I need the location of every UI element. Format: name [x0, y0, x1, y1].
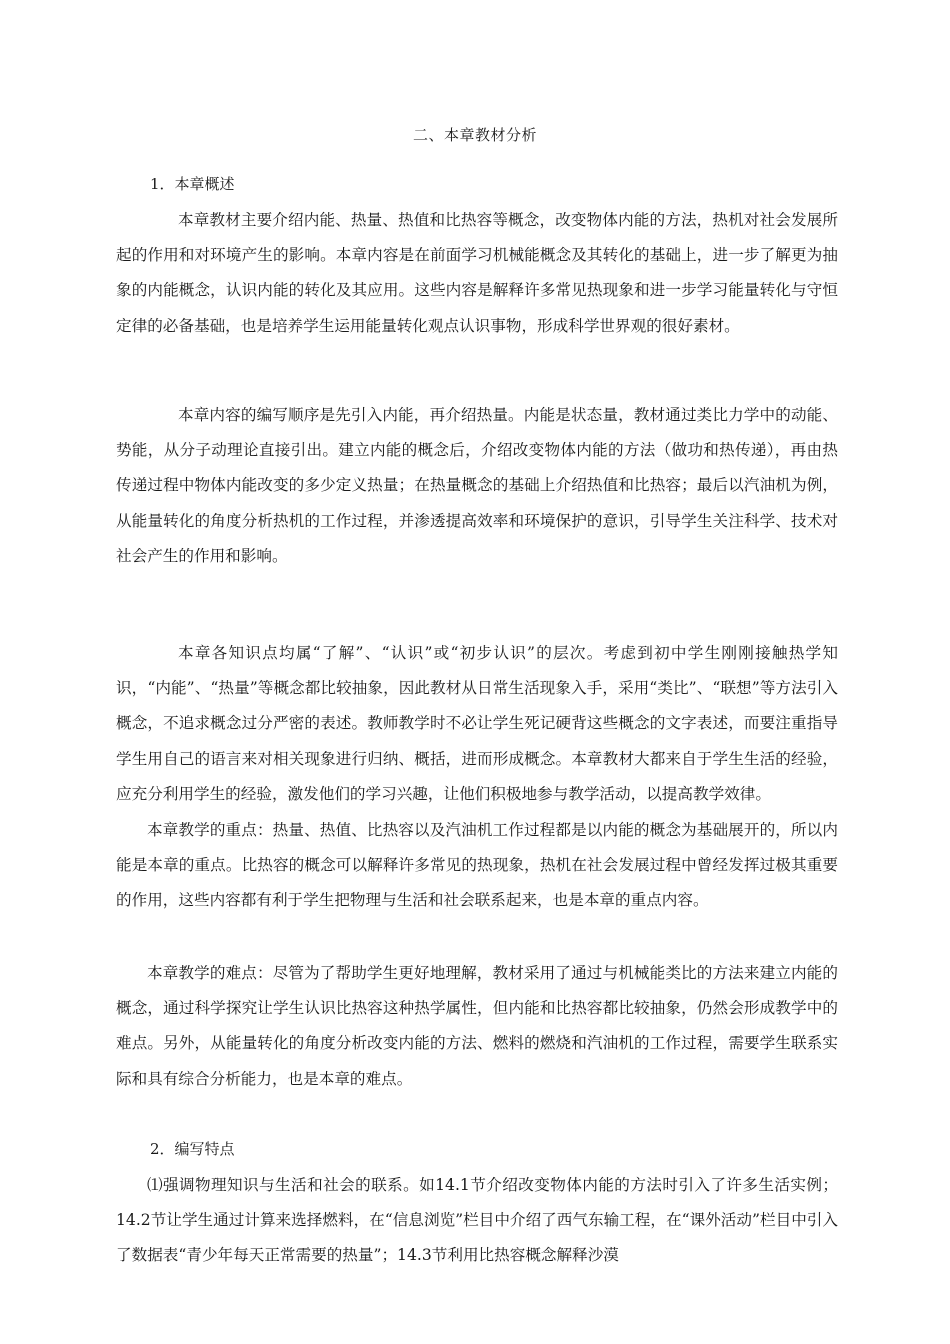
- section-heading-overview: 1．本章概述: [150, 175, 235, 193]
- key-points-paragraph: 本章教学的重点：热量、热值、比热容以及汽油机工作过程都是以内能的概念为基础展开的，所以内能是本章的重点。比热容的概念可以解释许多常见的热现象，热机在社会发展过程中曾经发挥过极其重要的作用，这些内容都有利于学生把物理与生活和社会联系起来，也是本章的重点内容。: [116, 821, 838, 910]
- difficulties-paragraph: 本章教学的难点：尽管为了帮助学生更好地理解，教材采用了通过与机械能类比的方法来建立内能的概念，通过科学探究让学生认识比热容这种热学属性，但内能和比热容都比较抽象，仍然会形成教学中的难点。另外，从能量转化的角度分析改变内能的方法、燃料的燃烧和汽油机的工作过程，需要学生联系实际和具有综合分析能力，也是本章的难点。: [116, 964, 838, 1088]
- page-title: 二、本章教材分析: [412, 126, 537, 144]
- overview-paragraph-1: 本章教材主要介绍内能、热量、热值和比热容等概念，改变物体内能的方法，热机对社会发展所起的作用和对环境产生的影响。本章内容是在前面学习机械能概念及其转化的基础上，进一步了解更为抽象的内能概念，认识内能的转化及其应用。这些内容是解释许多常见热现象和进一步学习能量转化与守恒定律的必备基础，也是培养学生运用能量转化观点认识事物，形成科学世界观的很好素材。: [116, 211, 838, 335]
- overview-paragraph-3: 本章各知识点均属“了解”、“认识”或“初步认识”的层次。考虑到初中学生刚刚接触热学知识，“内能”、“热量”等概念都比较抽象，因此教材从日常生活现象入手，采用“类比”、“联想”等方法引入概念，不追求概念过分严密的表述。教师教学时不必让学生死记硬背这些概念的文字表述，而要注重指导学生用自己的语言来对相关现象进行归纳、概括，进而形成概念。本章教材大都来自于学生生活的经验，应充分利用学生的经验，激发他们的学习兴趣，让他们积极地参与教学活动，以提高教学效律。: [116, 644, 838, 803]
- features-paragraph-1: ⑴强调物理知识与生活和社会的联系。如14.1节介绍改变物体内能的方法时引入了许多生活实例；14.2节让学生通过计算来选择燃料，在“信息浏览”栏目中介绍了西气东输工程，在“课外活动”栏目中引入了数据表“青少年每天正常需要的热量”；14.3节利用比热容概念解释沙漠: [116, 1176, 838, 1265]
- overview-paragraph-2: 本章内容的编写顺序是先引入内能，再介绍热量。内能是状态量，教材通过类比力学中的动能、势能，从分子动理论直接引出。建立内能的概念后，介绍改变物体内能的方法（做功和热传递），再由热传递过程中物体内能改变的多少定义热量；在热量概念的基础上介绍热值和比热容；最后以汽油机为例，从能量转化的角度分析热机的工作过程，并渗透提高效率和环境保护的意识，引导学生关注科学、技术对社会产生的作用和影响。: [116, 406, 838, 565]
- section-heading-features: 2．编写特点: [150, 1140, 235, 1158]
